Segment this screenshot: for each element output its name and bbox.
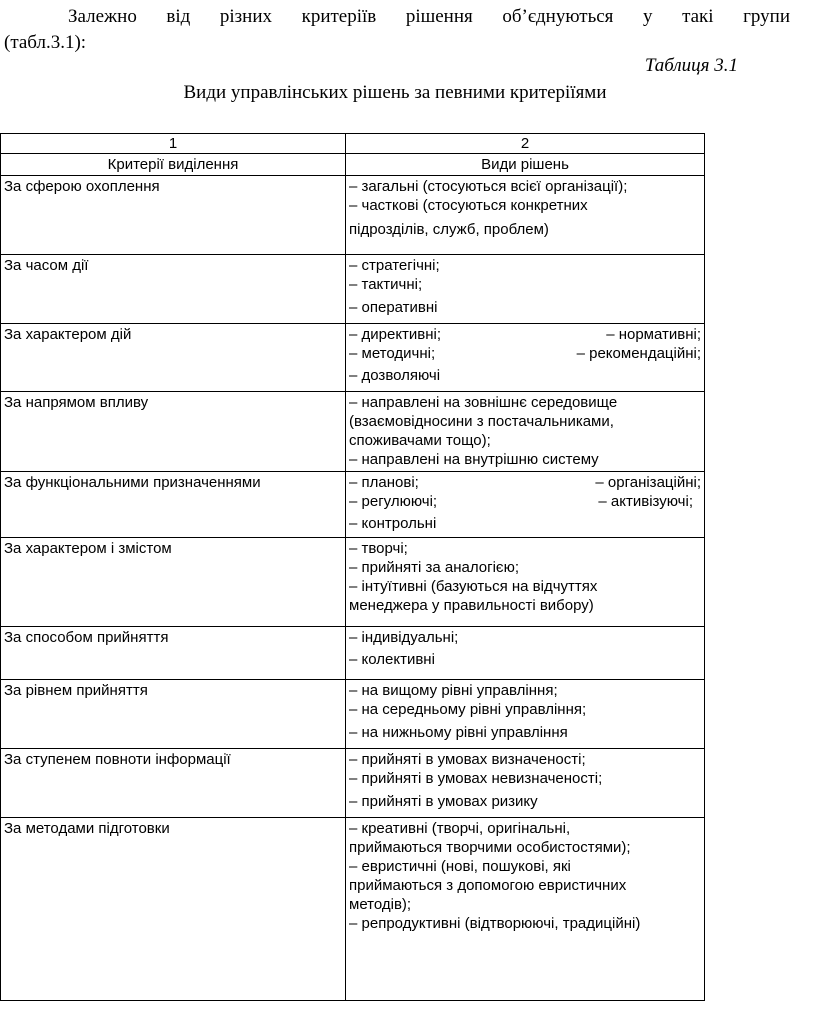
criterion-cell: За часом дії (1, 255, 346, 324)
criterion-cell: За характером і змістом (1, 538, 346, 627)
criterion-cell: За характером дій (1, 324, 346, 392)
list-item: – репродуктивні (відтворюючі, традиційні) (349, 915, 641, 932)
list-item: – направлені на внутрішню систему (349, 451, 599, 468)
table-row (1, 324, 705, 392)
table-caption: Таблиця 3.1 (644, 55, 738, 76)
types-cell (346, 176, 705, 255)
decision-types-table (0, 133, 705, 1001)
list-item: – планові; (349, 474, 419, 491)
intro-paragraph (4, 4, 790, 56)
table-row (1, 680, 705, 749)
types-cell (346, 680, 705, 749)
header-types: Види рішень (346, 154, 705, 176)
types-cell (346, 818, 705, 1001)
list-item: – прийняті в умовах ризику (349, 793, 538, 810)
table-row (1, 627, 705, 680)
list-item: – на нижньому рівні управління (349, 724, 568, 741)
column-number-row (1, 134, 705, 154)
list-item: – творчі; (349, 540, 408, 557)
list-item: приймаються з допомогою евристичних (349, 877, 627, 894)
criterion-cell: За функціональними призначеннями (1, 472, 346, 538)
criterion-cell: За напрямом впливу (1, 392, 346, 472)
criterion-cell: За сферою охоплення (1, 176, 346, 255)
list-item: – тактичні; (349, 276, 423, 293)
list-item: – загальні (стосуються всієї організації); (349, 178, 628, 195)
list-item: – креативні (творчі, оригінальні, (349, 820, 571, 837)
list-item: – організаційні; (595, 474, 701, 491)
intro-line-2: (табл.3.1): (4, 32, 87, 53)
list-item: приймаються творчими особистостями); (349, 839, 631, 856)
header-row (1, 154, 705, 176)
list-item: – регулюючі; (349, 493, 438, 510)
list-item: – контрольні (349, 515, 437, 532)
criterion-cell: За методами підготовки (1, 818, 346, 1001)
table-row (1, 749, 705, 818)
list-item: споживачами тощо); (349, 432, 491, 449)
list-item: – на вищому рівні управління; (349, 682, 558, 699)
list-item: – прийняті в умовах визначеності; (349, 751, 586, 768)
column-number-2: 2 (346, 134, 705, 154)
table-row (1, 472, 705, 538)
criterion-cell: За ступенем повноти інформації (1, 749, 346, 818)
types-cell (346, 472, 705, 538)
types-cell (346, 324, 705, 392)
types-cell (346, 749, 705, 818)
list-item: – прийняті в умовах невизначеності; (349, 770, 603, 787)
intro-line-1: Залежно від різних критеріїв рішення об’єднуються у такі групи (68, 6, 790, 27)
list-item: – евристичні (нові, пошукові, які (349, 858, 571, 875)
types-cell (346, 392, 705, 472)
list-item: – дозволяючі (349, 367, 441, 384)
list-item: підрозділів, служб, проблем) (349, 221, 549, 238)
types-cell (346, 538, 705, 627)
list-item: – інтуїтивні (базуються на відчуттях (349, 578, 598, 595)
list-item: – на середньому рівні управління; (349, 701, 587, 718)
list-item: – часткові (стосуються конкретних (349, 197, 588, 214)
types-cell (346, 255, 705, 324)
criterion-cell: За рівнем прийняття (1, 680, 346, 749)
list-item: – директивні; (349, 326, 442, 343)
table-row (1, 538, 705, 627)
list-item: – направлені на зовнішнє середовище (349, 394, 618, 411)
table-row (1, 176, 705, 255)
list-item: – індивідуальні; (349, 629, 459, 646)
list-item: – колективні (349, 651, 435, 668)
list-item: – нормативні; (606, 326, 701, 343)
list-item: – методичні; (349, 345, 436, 362)
criterion-cell: За способом прийняття (1, 627, 346, 680)
list-item: – прийняті за аналогією; (349, 559, 520, 576)
column-number-1: 1 (1, 134, 346, 154)
table-row (1, 392, 705, 472)
header-criteria: Критерії виділення (1, 154, 346, 176)
list-item: – активізуючі; (598, 493, 693, 510)
table-row (1, 818, 705, 1001)
list-item: (взаємовідносини з постачальниками, (349, 413, 614, 430)
table-row (1, 255, 705, 324)
list-item: менеджера у правильності вибору) (349, 597, 594, 614)
list-item: – стратегічні; (349, 257, 440, 274)
list-item: – рекомендаційні; (576, 345, 701, 362)
list-item: – оперативні (349, 299, 438, 316)
table-title: Види управлінських рішень за певними критеріїями (183, 82, 607, 103)
list-item: методів); (349, 896, 412, 913)
types-cell (346, 627, 705, 680)
